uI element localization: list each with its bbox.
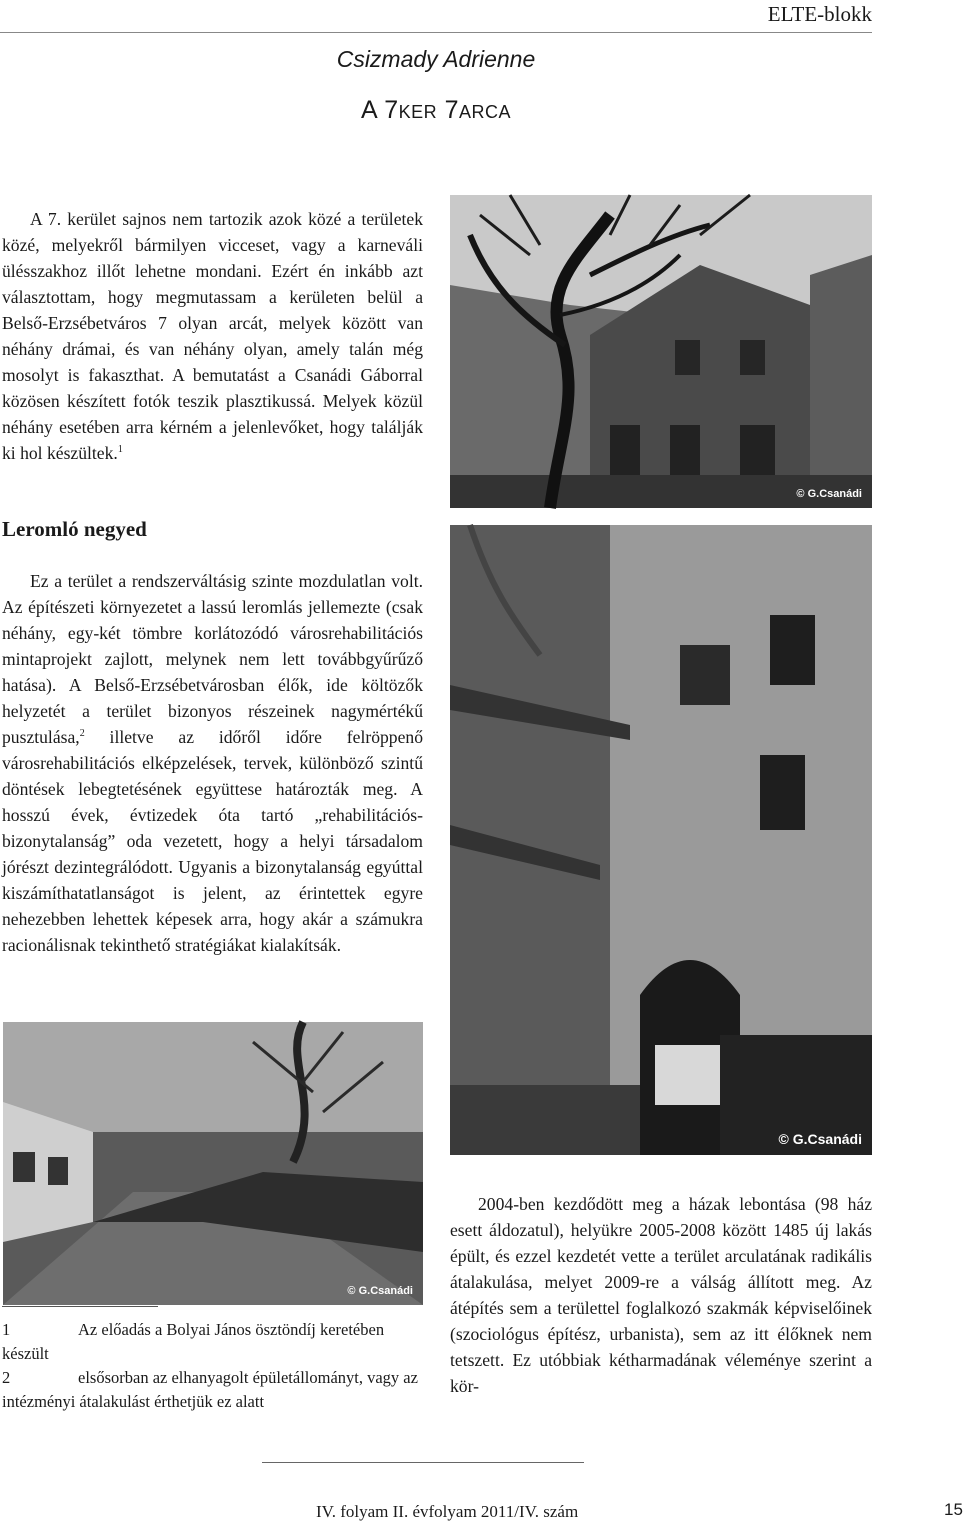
article-author: Csizmady Adrienne [336, 46, 536, 72]
footnotes [2, 1318, 423, 1414]
photo-courtyard [450, 525, 872, 1155]
footnote-ref-1: 1 [117, 444, 123, 455]
footnote-divider [2, 1306, 158, 1307]
section-heading: Leromló negyed [2, 517, 147, 541]
footnote-2: 2 elsősorban az elhanyagolt épületállományt, vagy az intézményi átalakulást érthetjük ez alatt [2, 1368, 418, 1411]
right-column-paragraph: 2004-ben kezdődött meg a házak lebontása (98 ház esett áldozatul), helyükre 2005-2008 között 1485 új lakás épült, és ezzel kezdetét vette a terület arculatának radikális átalakulása, melyet 2009-re a válság állított meg. Az átépítés sem a területtel foglalkozó szakmák képviselőinek (szociológus építész, urbanista), sem az itt élőknek nem tetszett. Ez utóbbiak kétharmadának véleménye szerint a kör- [450, 1194, 872, 1396]
photo-credit-street: © G.Csanádi [347, 1285, 413, 1297]
footnote-ref-2: 2 [79, 728, 85, 739]
photo-tree-building [450, 195, 872, 508]
body-paragraph: Ez a terület a rendszerváltásig szinte mozdulatlan volt. Az építészeti környezetet a lassú leromlás jellemezte (csak néhány, egy-két tömbre korlátozódó városrehabilitációs mintaprojekt zajlott, melynek nem lett továbbgyűrűző hatása). A Belső-Erzsébetvárosban élők, ide költözők helyzetét a terület bizonyos részeinek nagymértékű pusztulása,$^2$ illetve az időről időre felröppenő városrehabilitációs elképzelések, tervek, különböző szintű döntések lebegtetésének együttese határozták meg. A hosszú évek, évtizedek óta tartó „rehabilitációs-bizonytalanság” oda vezetett, hogy a helyi társadalom jórészt dezintegrálódott. Ugyanis a bizonytalanság egyúttal kiszámíthatatlanságot is jelent, az érintettek egyre nehezebben lehettek képesek arra, hogy akár a számukra racionálisnak tekinthető stratégiákat kialakítsák. [2, 571, 423, 955]
footnote-1: 1 Az előadás a Bolyai János ösztöndíj keretében készült [2, 1320, 385, 1363]
issue-info: IV. folyam II. évfolyam 2011/IV. szám [316, 1502, 579, 1521]
page-number: 15 [944, 1500, 963, 1519]
photo-credit-tree: © G.Csanádi [796, 488, 862, 500]
section-label: ELTE-blokk [767, 2, 872, 26]
photo-cobbled-street [3, 1022, 423, 1305]
intro-paragraph: A 7. kerület sajnos nem tartozik azok közé a területek közé, melyekről bármilyen vicceset, vagy a karneváli ülésszakhoz illőt lehetne mondani. Ezért én inkább azt választottam, hogy megmutassam a kerületen belül a Belső-Erzsébetváros 7 olyan arcát, melyek között van néhány drámai, és van néhány olyan, amely talán még mosolyt is fakaszthat. A bemutatást a Csanádi Gáborral közösen készített fotók teszik plasztikussá. Melyek közül néhány esetében arra kérném a jelenlevőket, hogy találják ki hol készültek.$^1$ [2, 209, 423, 463]
photo-credit-courtyard: © G.Csanádi [778, 1131, 862, 1147]
header-divider [0, 32, 872, 33]
article-title: A 7KER 7ARCA [360, 96, 512, 124]
footer-divider [262, 1462, 584, 1463]
